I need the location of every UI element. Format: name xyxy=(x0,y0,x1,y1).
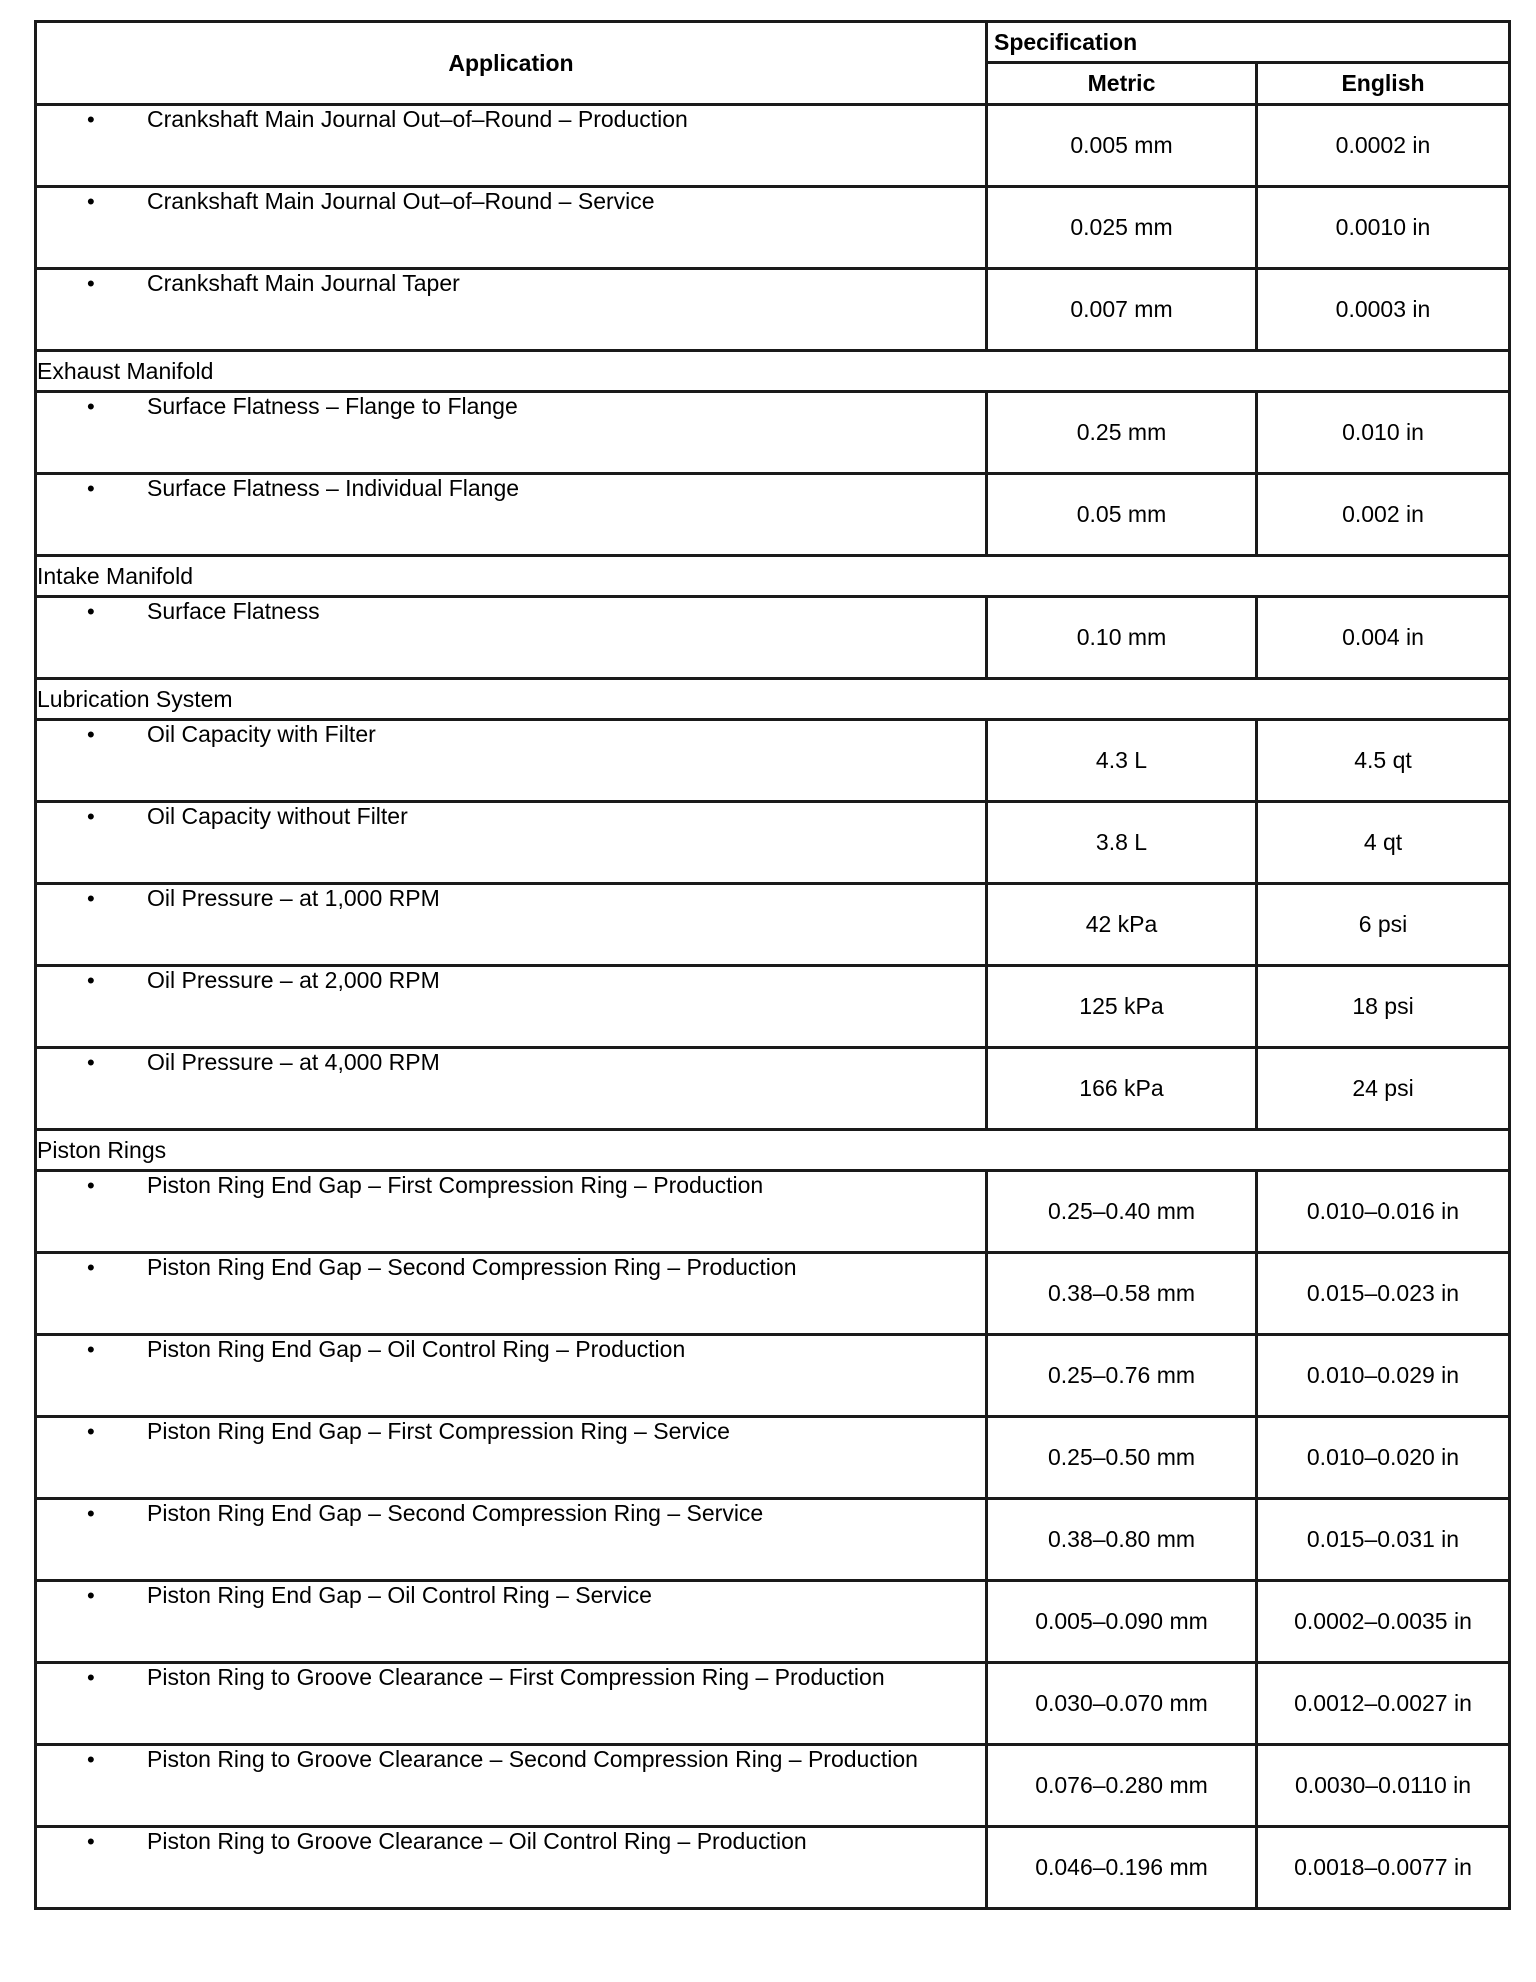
application-label: Piston Ring End Gap – Oil Control Ring – Production xyxy=(147,1336,686,1362)
bullet-icon: • xyxy=(87,886,95,911)
table-body xyxy=(36,105,1510,1909)
application-label: Piston Ring End Gap – Second Compression Ring – Service xyxy=(147,1500,764,1526)
metric-value: 0.38–0.80 mm xyxy=(987,1499,1257,1581)
metric-value: 0.005–0.090 mm xyxy=(987,1581,1257,1663)
metric-value: 0.10 mm xyxy=(987,597,1257,679)
table-row xyxy=(36,1499,1510,1581)
english-value: 0.0030–0.0110 in xyxy=(1257,1745,1510,1827)
application-cell xyxy=(36,1499,987,1581)
bullet-icon: • xyxy=(87,1829,95,1854)
metric-value: 0.025 mm xyxy=(987,187,1257,269)
application-label: Oil Pressure – at 2,000 RPM xyxy=(147,967,440,993)
application-cell xyxy=(36,1827,987,1909)
english-value: 0.015–0.023 in xyxy=(1257,1253,1510,1335)
application-cell xyxy=(36,1048,987,1130)
bullet-icon: • xyxy=(87,804,95,829)
bullet-icon: • xyxy=(87,1419,95,1444)
english-value: 0.010–0.020 in xyxy=(1257,1417,1510,1499)
metric-value: 3.8 L xyxy=(987,802,1257,884)
application-cell xyxy=(36,1663,987,1745)
section-label: Exhaust Manifold xyxy=(36,351,1510,392)
metric-value: 0.38–0.58 mm xyxy=(987,1253,1257,1335)
table-row xyxy=(36,1171,1510,1253)
english-value: 4.5 qt xyxy=(1257,720,1510,802)
header-metric: Metric xyxy=(987,63,1257,105)
application-label: Surface Flatness – Individual Flange xyxy=(147,475,520,501)
bullet-icon: • xyxy=(87,107,95,132)
english-value: 0.0003 in xyxy=(1257,269,1510,351)
application-label: Surface Flatness – Flange to Flange xyxy=(147,393,518,419)
english-value: 0.010 in xyxy=(1257,392,1510,474)
bullet-icon: • xyxy=(87,968,95,993)
application-cell xyxy=(36,1253,987,1335)
metric-value: 0.25–0.40 mm xyxy=(987,1171,1257,1253)
application-label: Oil Pressure – at 4,000 RPM xyxy=(147,1049,440,1075)
table-row xyxy=(36,1253,1510,1335)
application-label: Oil Capacity with Filter xyxy=(147,721,376,747)
bullet-icon: • xyxy=(87,394,95,419)
section-row xyxy=(36,679,1510,720)
table-row xyxy=(36,269,1510,351)
metric-value: 0.076–0.280 mm xyxy=(987,1745,1257,1827)
application-label: Piston Ring to Groove Clearance – Second Compression Ring – Production xyxy=(147,1746,918,1772)
application-cell xyxy=(36,105,987,187)
table-row xyxy=(36,966,1510,1048)
bullet-icon: • xyxy=(87,1337,95,1362)
metric-value: 42 kPa xyxy=(987,884,1257,966)
table-row xyxy=(36,1417,1510,1499)
application-cell xyxy=(36,187,987,269)
english-value: 0.010–0.016 in xyxy=(1257,1171,1510,1253)
application-cell xyxy=(36,1171,987,1253)
application-label: Piston Ring End Gap – Second Compression Ring – Production xyxy=(147,1254,797,1280)
english-value: 4 qt xyxy=(1257,802,1510,884)
application-cell xyxy=(36,884,987,966)
header-application: Application xyxy=(36,22,987,105)
header-specification: Specification xyxy=(987,22,1510,63)
application-cell xyxy=(36,392,987,474)
table-row xyxy=(36,1827,1510,1909)
english-value: 0.002 in xyxy=(1257,474,1510,556)
table-row xyxy=(36,720,1510,802)
application-label: Crankshaft Main Journal Out–of–Round – Service xyxy=(147,188,655,214)
section-row xyxy=(36,351,1510,392)
metric-value: 0.25–0.76 mm xyxy=(987,1335,1257,1417)
english-value: 0.0002–0.0035 in xyxy=(1257,1581,1510,1663)
specification-table xyxy=(34,20,1511,1910)
metric-value: 0.030–0.070 mm xyxy=(987,1663,1257,1745)
english-value: 6 psi xyxy=(1257,884,1510,966)
section-label: Lubrication System xyxy=(36,679,1510,720)
application-label: Crankshaft Main Journal Out–of–Round – Production xyxy=(147,106,688,132)
english-value: 18 psi xyxy=(1257,966,1510,1048)
bullet-icon: • xyxy=(87,599,95,624)
metric-value: 166 kPa xyxy=(987,1048,1257,1130)
application-cell xyxy=(36,1745,987,1827)
bullet-icon: • xyxy=(87,1173,95,1198)
english-value: 0.015–0.031 in xyxy=(1257,1499,1510,1581)
section-label: Intake Manifold xyxy=(36,556,1510,597)
metric-value: 0.046–0.196 mm xyxy=(987,1827,1257,1909)
application-cell xyxy=(36,1581,987,1663)
english-value: 0.0018–0.0077 in xyxy=(1257,1827,1510,1909)
table-row xyxy=(36,597,1510,679)
metric-value: 0.05 mm xyxy=(987,474,1257,556)
table-row xyxy=(36,1335,1510,1417)
application-label: Surface Flatness xyxy=(147,598,320,624)
application-label: Oil Pressure – at 1,000 RPM xyxy=(147,885,440,911)
bullet-icon: • xyxy=(87,1583,95,1608)
metric-value: 125 kPa xyxy=(987,966,1257,1048)
bullet-icon: • xyxy=(87,1501,95,1526)
section-label: Piston Rings xyxy=(36,1130,1510,1171)
table-row xyxy=(36,802,1510,884)
bullet-icon: • xyxy=(87,476,95,501)
application-label: Piston Ring End Gap – Oil Control Ring – Service xyxy=(147,1582,652,1608)
application-label: Crankshaft Main Journal Taper xyxy=(147,270,460,296)
application-cell xyxy=(36,269,987,351)
english-value: 0.0002 in xyxy=(1257,105,1510,187)
application-label: Oil Capacity without Filter xyxy=(147,803,408,829)
application-cell xyxy=(36,966,987,1048)
metric-value: 0.005 mm xyxy=(987,105,1257,187)
english-value: 0.0012–0.0027 in xyxy=(1257,1663,1510,1745)
application-cell xyxy=(36,474,987,556)
metric-value: 4.3 L xyxy=(987,720,1257,802)
table-row xyxy=(36,1581,1510,1663)
section-row xyxy=(36,556,1510,597)
english-value: 0.004 in xyxy=(1257,597,1510,679)
bullet-icon: • xyxy=(87,722,95,747)
english-value: 0.0010 in xyxy=(1257,187,1510,269)
bullet-icon: • xyxy=(87,1747,95,1772)
english-value: 0.010–0.029 in xyxy=(1257,1335,1510,1417)
table-row xyxy=(36,884,1510,966)
bullet-icon: • xyxy=(87,1255,95,1280)
application-cell xyxy=(36,802,987,884)
table-row xyxy=(36,1048,1510,1130)
metric-value: 0.007 mm xyxy=(987,269,1257,351)
application-label: Piston Ring to Groove Clearance – First Compression Ring – Production xyxy=(147,1664,885,1690)
application-label: Piston Ring to Groove Clearance – Oil Control Ring – Production xyxy=(147,1828,807,1854)
bullet-icon: • xyxy=(87,189,95,214)
bullet-icon: • xyxy=(87,1050,95,1075)
english-value: 24 psi xyxy=(1257,1048,1510,1130)
bullet-icon: • xyxy=(87,271,95,296)
section-row xyxy=(36,1130,1510,1171)
application-cell xyxy=(36,597,987,679)
application-cell xyxy=(36,720,987,802)
metric-value: 0.25 mm xyxy=(987,392,1257,474)
bullet-icon: • xyxy=(87,1665,95,1690)
application-cell xyxy=(36,1417,987,1499)
table-row xyxy=(36,187,1510,269)
table-row xyxy=(36,1745,1510,1827)
application-cell xyxy=(36,1335,987,1417)
metric-value: 0.25–0.50 mm xyxy=(987,1417,1257,1499)
table-row xyxy=(36,474,1510,556)
table-row xyxy=(36,1663,1510,1745)
application-label: Piston Ring End Gap – First Compression Ring – Production xyxy=(147,1172,764,1198)
application-label: Piston Ring End Gap – First Compression Ring – Service xyxy=(147,1418,730,1444)
table-row xyxy=(36,392,1510,474)
header-english: English xyxy=(1257,63,1510,105)
table-row xyxy=(36,105,1510,187)
